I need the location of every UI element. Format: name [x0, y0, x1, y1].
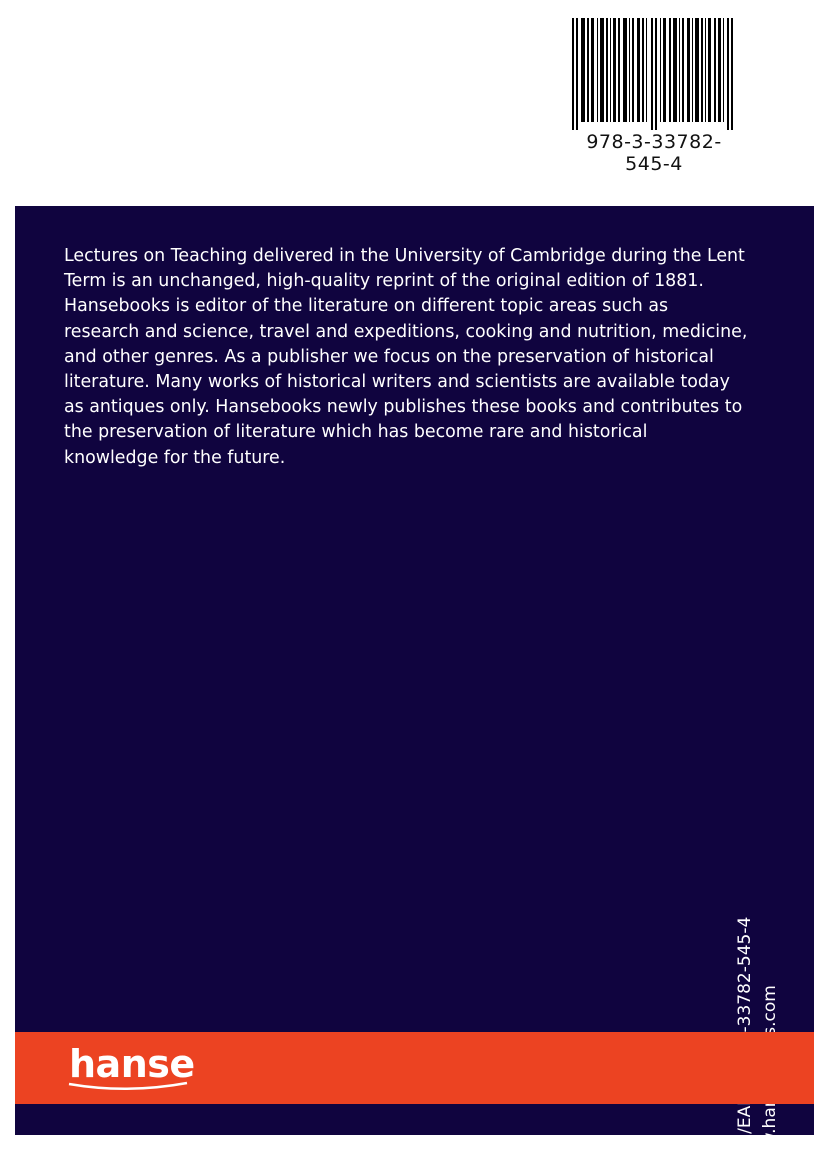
back-cover-panel [15, 206, 814, 1135]
publisher-band [15, 1032, 814, 1104]
barcode-number: 978-3-33782-545-4 [586, 131, 722, 175]
book-description: Lectures on Teaching delivered in the University of Cambridge during the Lent Term is an unchanged, high-quality reprint of the original edition of 1881. Hansebooks is editor of the literature on different topic areas such as research and science, travel and expeditions, cooking and nutrition, medicine, and other genres. As a publisher we focus on the preservation of historical literature. Many works of historical writers and scientists are available today as antiques only. Hansebooks newly publishes these books and contributes to the preservation of literature which has become rare and historical knowledge for the future. [64, 246, 748, 468]
barcode-bars [572, 18, 736, 130]
hanse-logo: hanse [69, 1042, 195, 1086]
logo-swoosh-icon [67, 1080, 189, 1092]
barcode [566, 18, 742, 175]
